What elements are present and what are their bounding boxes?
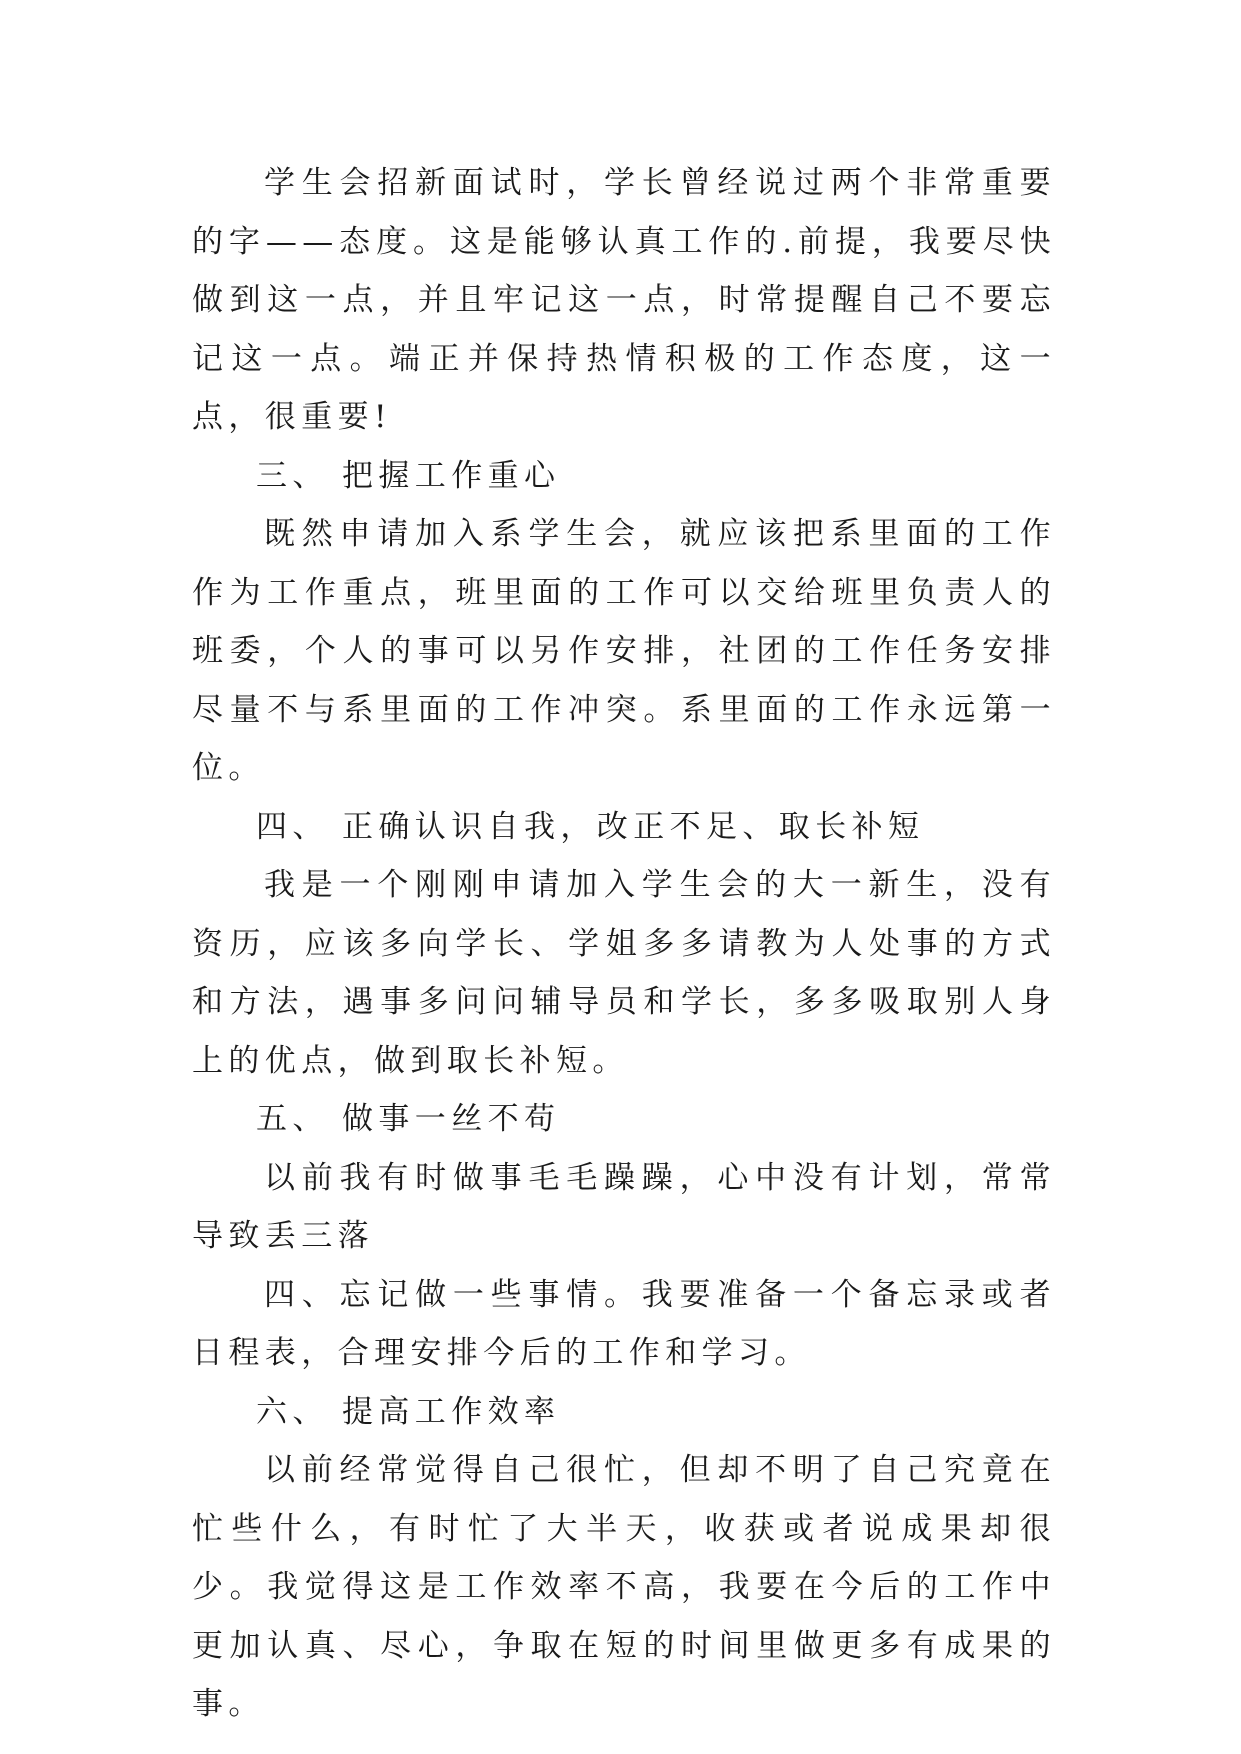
section-title: 正确认识自我，改正不足、取长补短 — [342, 808, 925, 845]
section-heading-5 — [192, 1090, 1056, 1149]
section-title: 提高工作效率 — [342, 1393, 561, 1430]
section-number: 五、 — [256, 1101, 329, 1137]
paragraph-focus: 既然申请加入系学生会，就应该把系里面的工作作为工作重点，班里面的工作可以交给班里负责人的班委，个人的事可以另作安排，社团的工作任务安排尽量不与系里面的工作冲突。系里面的工作永远第一位。 — [192, 516, 1056, 786]
paragraph-attitude: 学生会招新面试时，学长曾经说过两个非常重要的字——态度。这是能够认真工作的.前提，我要尽快做到这一点，并且牢记这一点，时常提醒自己不要忘记这一点。端正并保持热情积极的工作态度，这一点，很重要! — [192, 165, 1056, 435]
section-heading-6 — [192, 1383, 1056, 1442]
section-heading-3 — [192, 447, 1056, 506]
section-heading-4 — [192, 798, 1056, 857]
paragraph-planning: 四、忘记做一些事情。我要准备一个备忘录或者日程表，合理安排今后的工作和学习。 — [192, 1276, 1056, 1371]
section-number: 六、 — [256, 1393, 329, 1430]
section-title: 把握工作重心 — [342, 457, 561, 494]
section-number: 三、 — [256, 457, 329, 494]
document-page — [192, 154, 1056, 1734]
paragraph-carelessness: 以前我有时做事毛毛躁躁，心中没有计划，常常导致丢三落 — [192, 1159, 1056, 1254]
paragraph-efficiency: 以前经常觉得自己很忙，但却不明了自己究竟在忙些什么，有时忙了大半天，收获或者说成果却很少。我觉得这是工作效率不高，我要在今后的工作中更加认真、尽心，争取在短的时间里做更多有成果的事。 — [192, 1452, 1056, 1722]
section-title: 做事一丝不苟 — [342, 1101, 561, 1137]
paragraph-self-knowledge: 我是一个刚刚申请加入学生会的大一新生，没有资历，应该多向学长、学姐多多请教为人处事的方式和方法，遇事多问问辅导员和学长，多多吸取别人身上的优点，做到取长补短。 — [192, 867, 1056, 1079]
section-number: 四、 — [256, 808, 329, 845]
